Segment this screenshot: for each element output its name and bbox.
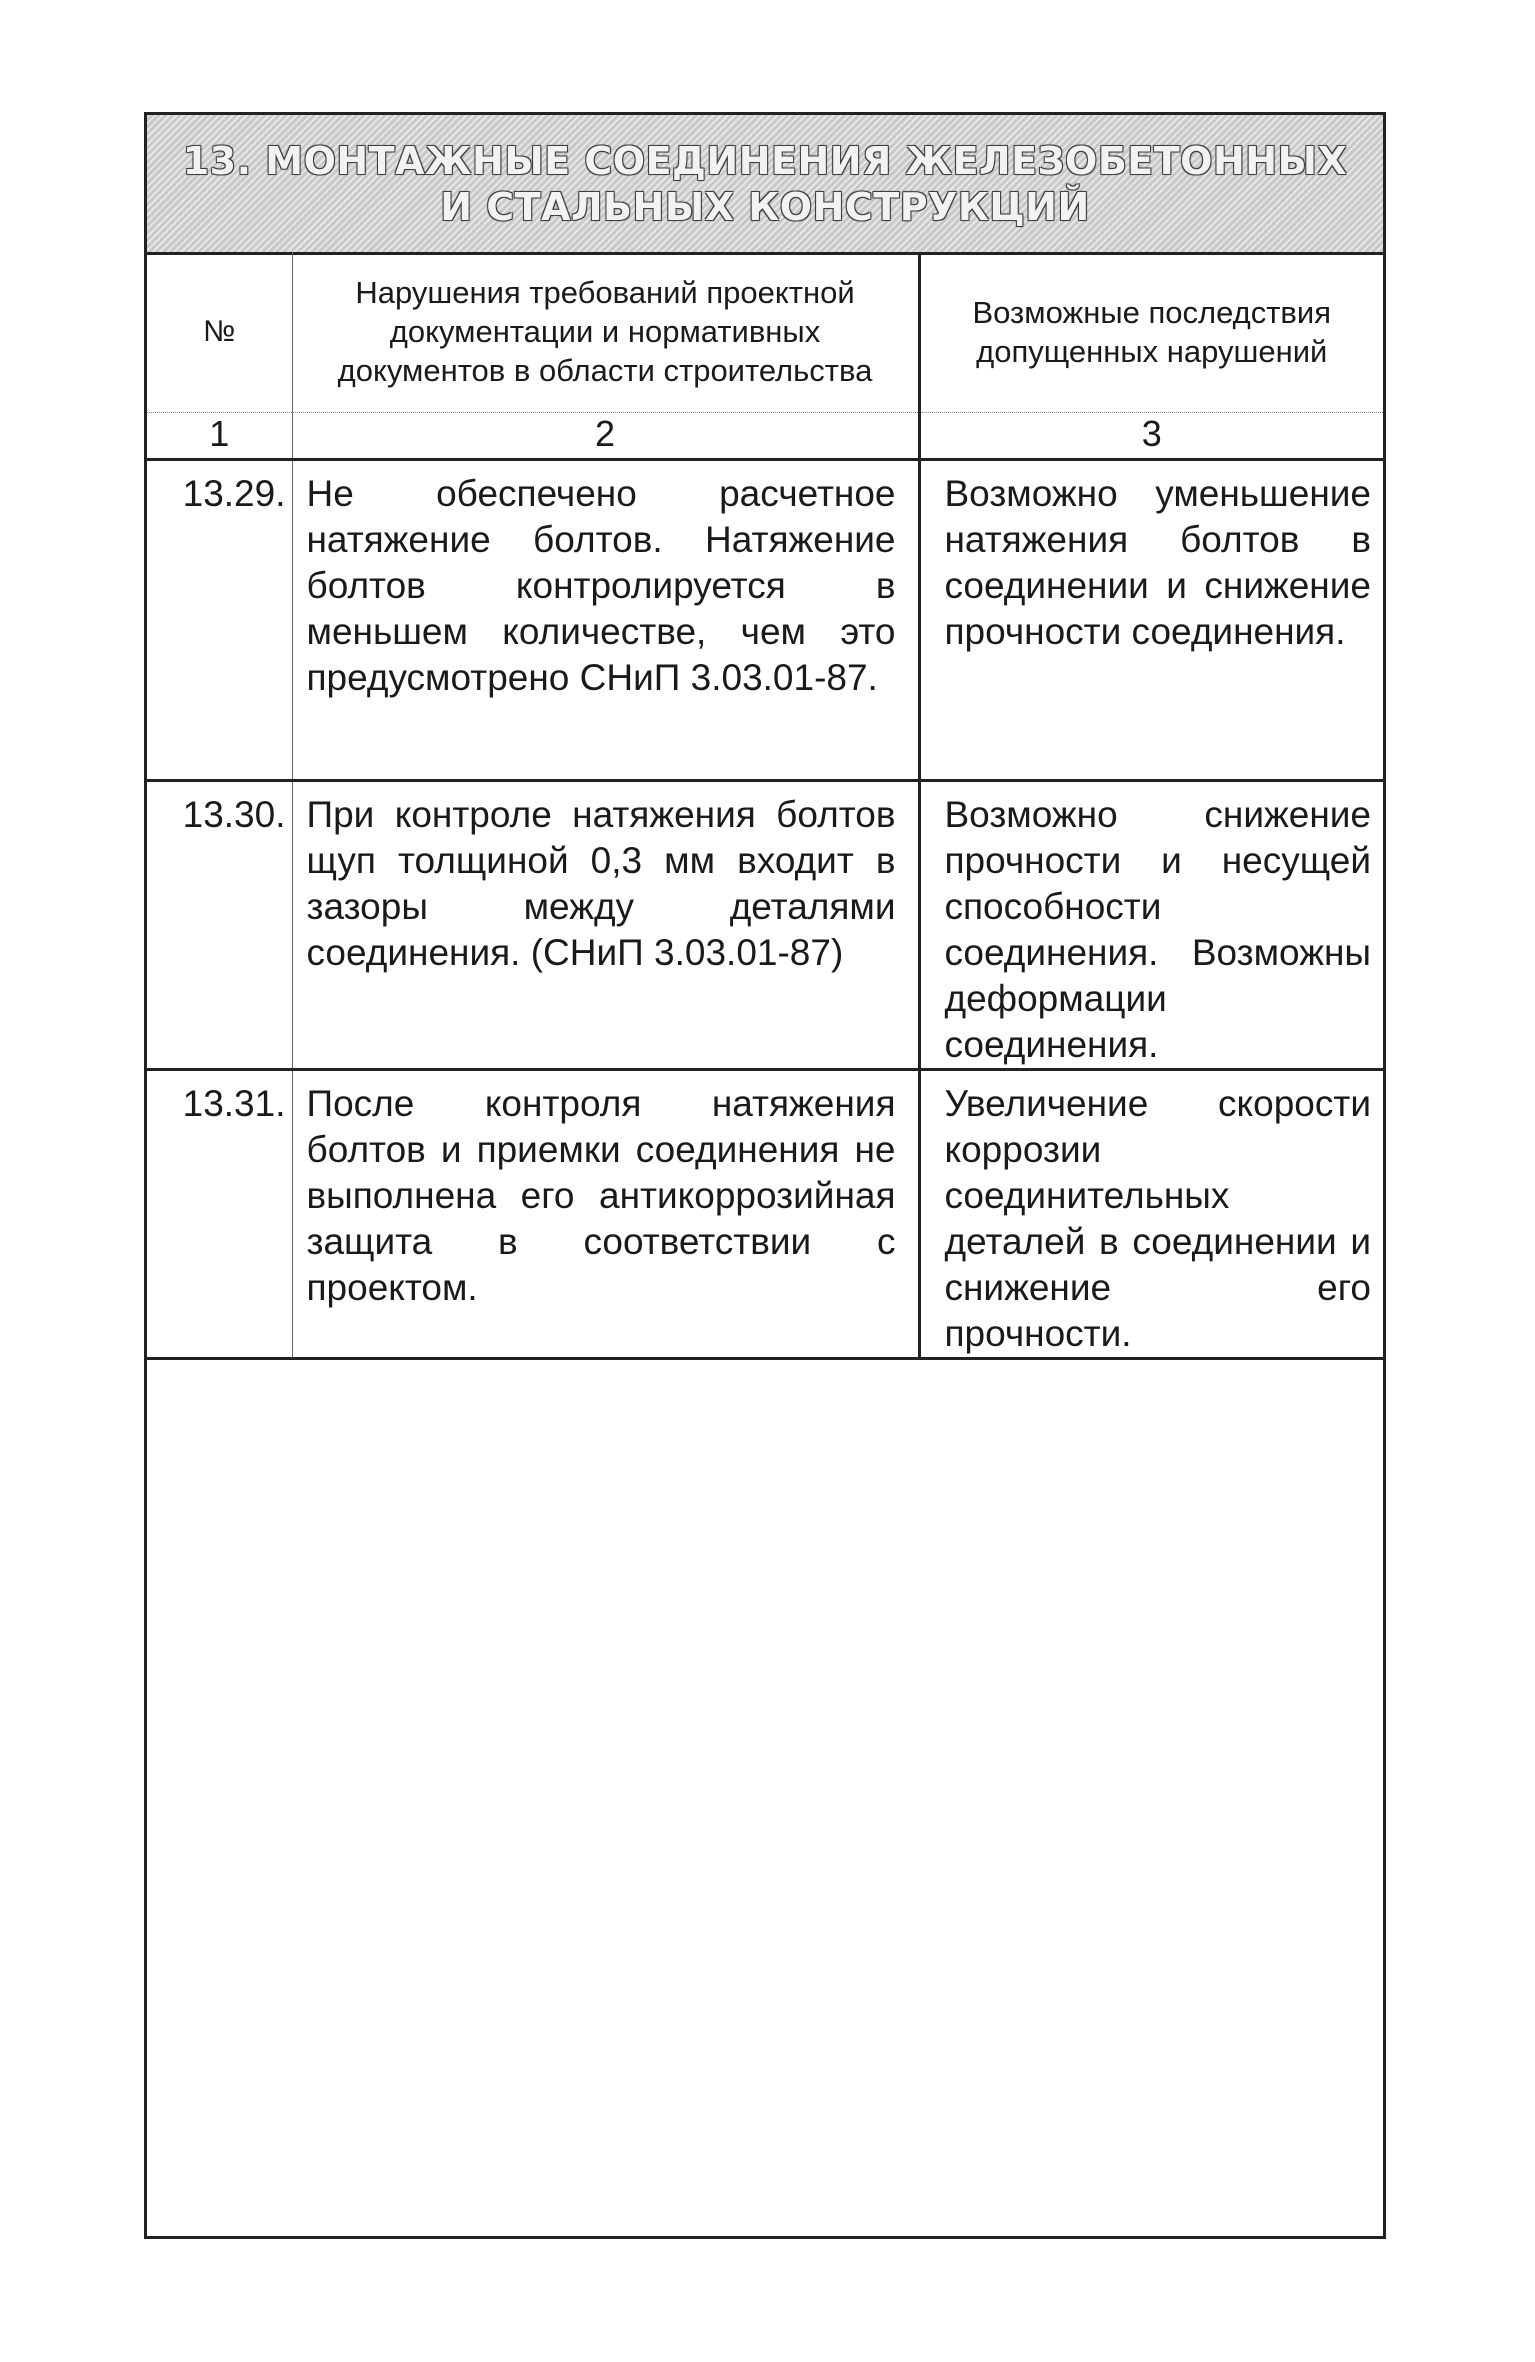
section-title-band <box>147 115 1383 255</box>
row-consequence: Возможно снижение прочности и несущей способности соединения. Возможны деформации соединения. <box>919 780 1383 1069</box>
header-violation: Нарушения требований проектной документации и нормативных документов в области строительства <box>292 252 919 412</box>
header-number: № <box>147 252 292 412</box>
table-row <box>147 780 1383 1069</box>
row-number: 13.30. <box>147 780 292 1069</box>
page-frame <box>144 112 1386 2239</box>
section-title-line-1: 13. МОНТАЖНЫЕ СОЕДИНЕНИЯ ЖЕЛЕЗОБЕТОННЫХ <box>182 138 1348 183</box>
violations-table <box>147 252 1383 1360</box>
column-number-2: 2 <box>292 412 919 459</box>
table-row <box>147 459 1383 780</box>
column-number-row <box>147 412 1383 459</box>
column-number-3: 3 <box>919 412 1383 459</box>
row-consequence: Увеличение скорости коррозии соединительных деталей в соединении и снижение его прочности. <box>919 1069 1383 1358</box>
row-number: 13.29. <box>147 459 292 780</box>
table-row <box>147 1069 1383 1358</box>
row-number: 13.31. <box>147 1069 292 1358</box>
column-number-1: 1 <box>147 412 292 459</box>
row-violation: Не обеспечено расчетное натяжение болтов. Натяжение болтов контролируется в меньшем количестве, чем это предусмотрено СНиП 3.03.01-87. <box>292 459 919 780</box>
section-title-line-2: И СТАЛЬНЫХ КОНСТРУКЦИЙ <box>440 184 1090 229</box>
row-violation: При контроле натяжения болтов щуп толщиной 0,3 мм входит в зазоры между деталями соединения. (СНиП 3.03.01-87) <box>292 780 919 1069</box>
table-header-row <box>147 252 1383 412</box>
row-violation: После контроля натяжения болтов и приемки соединения не выполнена его антикоррозийная защита в соответствии с проектом. <box>292 1069 919 1358</box>
row-consequence: Возможно уменьшение натяжения болтов в соединении и снижение прочности соединения. <box>919 459 1383 780</box>
header-consequence: Возможные последствия допущенных нарушений <box>919 252 1383 412</box>
